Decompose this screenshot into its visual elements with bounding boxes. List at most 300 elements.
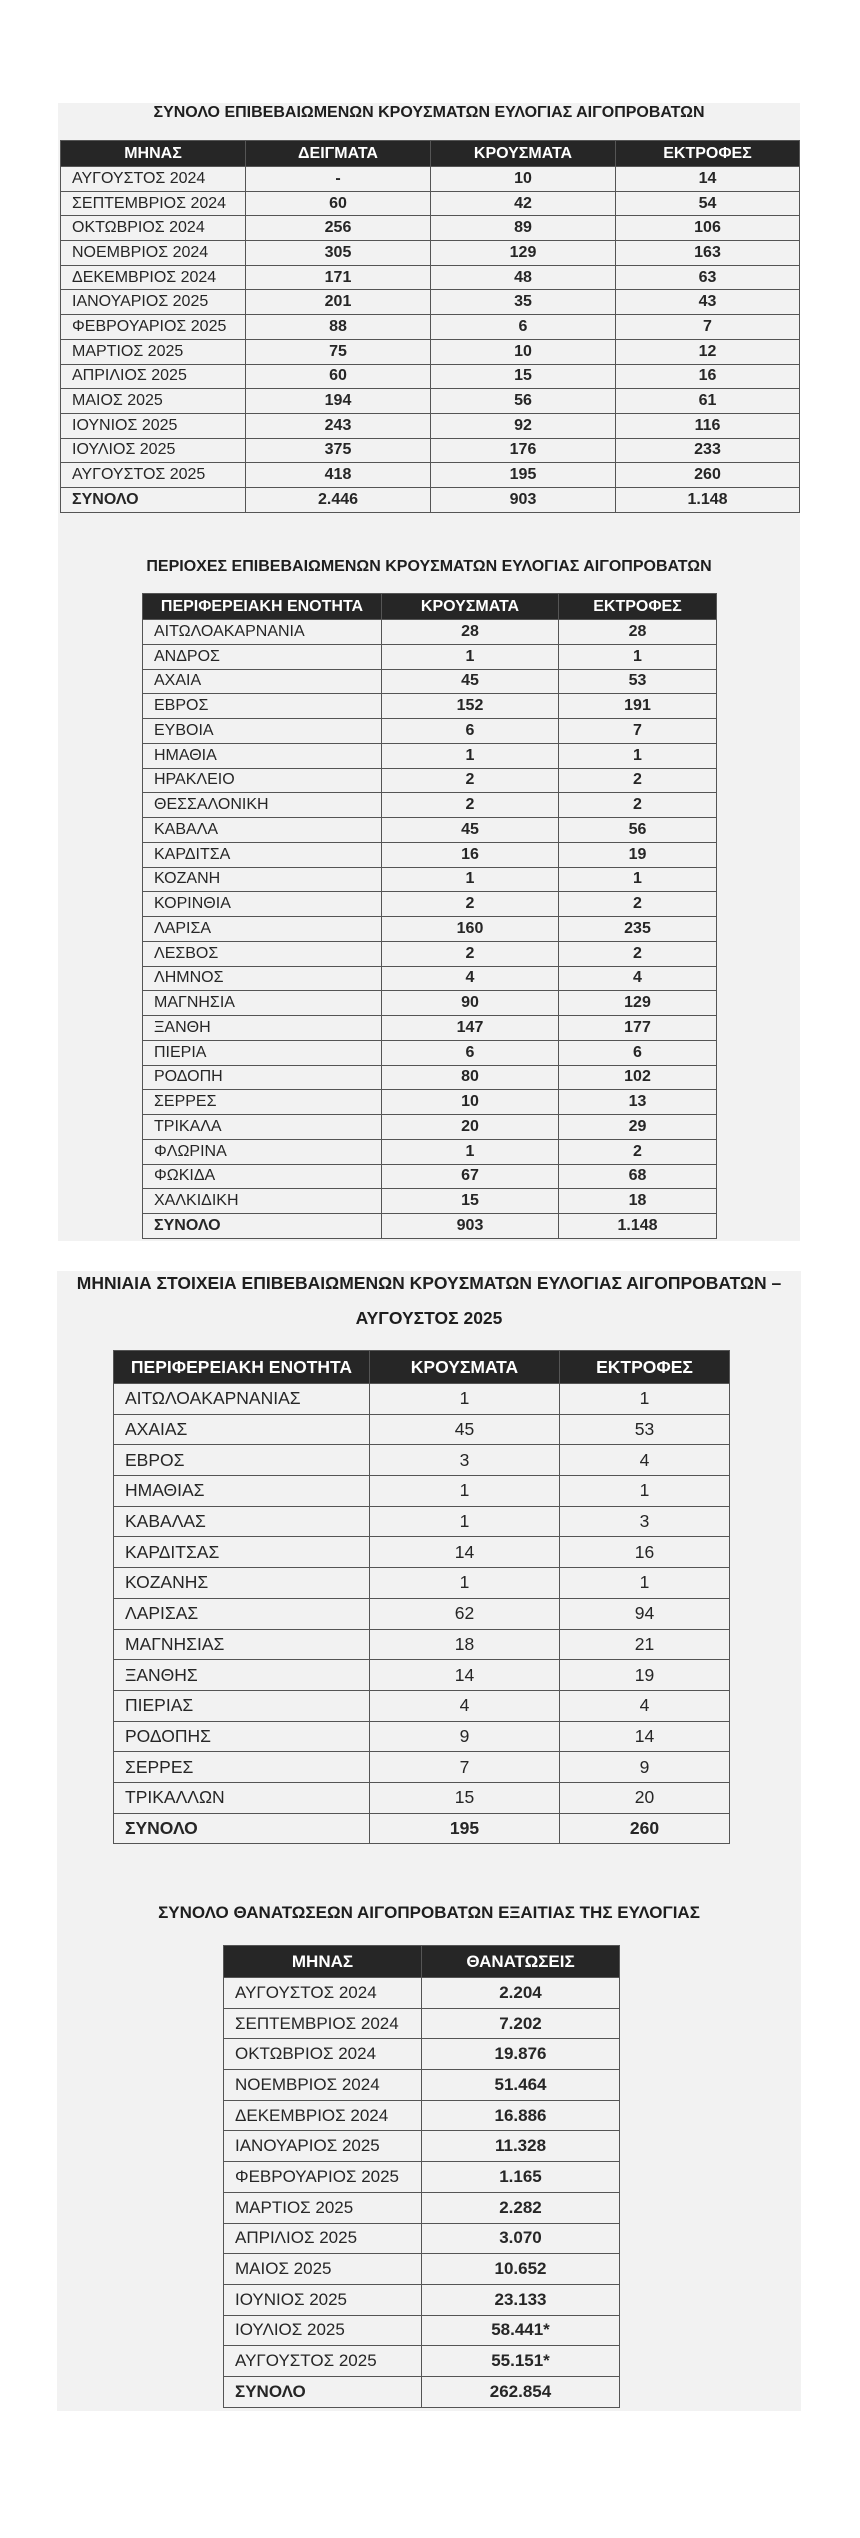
table-row: [224, 2100, 620, 2131]
value-cell: 61: [616, 389, 800, 414]
table-row: [143, 1016, 717, 1041]
table-title-regional-cases: ΠΕΡΙΟΧΕΣ ΕΠΙΒΕΒΑΙΩΜΕΝΩΝ ΚΡΟΥΣΜΑΤΩΝ ΕΥΛΟΓΙΑΣ ΑΙΓΟΠΡΟΒΑΤΩΝ: [146, 558, 712, 575]
table-row: [114, 1384, 730, 1415]
total-value-cell: 2.446: [246, 487, 431, 512]
header-row: [114, 1351, 730, 1384]
table-row: [61, 438, 800, 463]
table-row: [143, 941, 717, 966]
table-row: [61, 290, 800, 315]
column-header: ΚΡΟΥΣΜΑΤΑ: [382, 594, 559, 620]
total-label-cell: ΣΥΝΟΛΟ: [114, 1813, 370, 1844]
value-cell: 15: [382, 1189, 559, 1214]
table-row: [114, 1782, 730, 1813]
table-row: [224, 2254, 620, 2285]
value-cell: 28: [382, 620, 559, 645]
table-row: [143, 719, 717, 744]
value-cell: 67: [382, 1164, 559, 1189]
monthly-culls-table: [223, 1945, 620, 2408]
value-cell: 152: [382, 694, 559, 719]
value-cell: 243: [246, 413, 431, 438]
row-label-cell: ΕΥΒΟΙΑ: [143, 719, 382, 744]
total-row: [224, 2376, 620, 2407]
value-cell: 1: [382, 867, 559, 892]
header-row: [224, 1946, 620, 1978]
row-label-cell: ΙΟΥΛΙΟΣ 2025: [61, 438, 246, 463]
table-row: [143, 1090, 717, 1115]
row-label-cell: ΟΚΤΩΒΡΙΟΣ 2024: [224, 2039, 422, 2070]
column-header: ΘΑΝΑΤΩΣΕΙΣ: [422, 1946, 620, 1978]
table-row: [61, 463, 800, 488]
value-cell: 14: [560, 1721, 730, 1752]
row-label-cell: ΑΠΡΙΛΙΟΣ 2025: [224, 2223, 422, 2254]
table-row: [61, 191, 800, 216]
value-cell: 177: [559, 1016, 717, 1041]
value-cell: 4: [560, 1445, 730, 1476]
value-cell: 14: [370, 1537, 560, 1568]
table-row: [143, 768, 717, 793]
row-label-cell: ΑΥΓΟΥΣΤΟΣ 2024: [61, 167, 246, 192]
table-row: [114, 1506, 730, 1537]
value-cell: 1: [559, 743, 717, 768]
value-cell: 14: [616, 167, 800, 192]
value-cell: 116: [616, 413, 800, 438]
row-label-cell: ΑΧΑΙΑ: [143, 669, 382, 694]
row-label-cell: ΑΙΤΩΛΟΑΚΑΡΝΑΝΙΑΣ: [114, 1384, 370, 1415]
value-cell: 4: [559, 966, 717, 991]
value-cell: 58.441*: [422, 2315, 620, 2346]
value-cell: 19: [559, 842, 717, 867]
value-cell: 14: [370, 1660, 560, 1691]
value-cell: 176: [431, 438, 616, 463]
value-cell: 1.165: [422, 2162, 620, 2193]
row-label-cell: ΠΙΕΡΙΑ: [143, 1040, 382, 1065]
row-label-cell: ΙΟΥΝΙΟΣ 2025: [61, 413, 246, 438]
value-cell: 20: [382, 1115, 559, 1140]
row-label-cell: ΣΕΠΤΕΜΒΡΙΟΣ 2024: [224, 2008, 422, 2039]
value-cell: 63: [616, 265, 800, 290]
row-label-cell: ΝΟΕΜΒΡΙΟΣ 2024: [61, 241, 246, 266]
row-label-cell: ΡΟΔΟΠΗΣ: [114, 1721, 370, 1752]
row-label-cell: ΔΕΚΕΜΒΡΙΟΣ 2024: [61, 265, 246, 290]
value-cell: 7: [559, 719, 717, 744]
table-row: [143, 1164, 717, 1189]
row-label-cell: ΑΝΔΡΟΣ: [143, 644, 382, 669]
value-cell: 1: [560, 1476, 730, 1507]
table-row: [61, 339, 800, 364]
table-row: [224, 2070, 620, 2101]
table-body: [224, 1978, 620, 2408]
value-cell: 75: [246, 339, 431, 364]
row-label-cell: ΤΡΙΚΑΛΛΩΝ: [114, 1782, 370, 1813]
row-label-cell: ΑΥΓΟΥΣΤΟΣ 2024: [224, 1978, 422, 2009]
row-label-cell: ΜΑΡΤΙΟΣ 2025: [61, 339, 246, 364]
table-row: [143, 1065, 717, 1090]
table-row: [61, 265, 800, 290]
row-label-cell: ΡΟΔΟΠΗ: [143, 1065, 382, 1090]
value-cell: 10: [431, 167, 616, 192]
table-row: [224, 2039, 620, 2070]
row-label-cell: ΣΕΠΤΕΜΒΡΙΟΣ 2024: [61, 191, 246, 216]
row-label-cell: ΙΑΝΟΥΑΡΙΟΣ 2025: [61, 290, 246, 315]
value-cell: 3.070: [422, 2223, 620, 2254]
value-cell: 2.282: [422, 2192, 620, 2223]
value-cell: 15: [370, 1782, 560, 1813]
value-cell: 16: [560, 1537, 730, 1568]
value-cell: 89: [431, 216, 616, 241]
row-label-cell: ΦΩΚΙΔΑ: [143, 1164, 382, 1189]
row-label-cell: ΚΑΡΔΙΤΣΑ: [143, 842, 382, 867]
row-label-cell: ΣΕΡΡΕΣ: [143, 1090, 382, 1115]
value-cell: 94: [560, 1598, 730, 1629]
row-label-cell: ΛΑΡΙΣΑΣ: [114, 1598, 370, 1629]
table-header: [143, 594, 717, 620]
value-cell: 10: [431, 339, 616, 364]
value-cell: 129: [559, 991, 717, 1016]
column-header: ΚΡΟΥΣΜΑΤΑ: [370, 1351, 560, 1384]
value-cell: 10: [382, 1090, 559, 1115]
row-label-cell: ΑΧΑΙΑΣ: [114, 1414, 370, 1445]
value-cell: 19.876: [422, 2039, 620, 2070]
value-cell: 2: [559, 1139, 717, 1164]
table-row: [224, 2131, 620, 2162]
row-label-cell: ΣΕΡΡΕΣ: [114, 1752, 370, 1783]
value-cell: 88: [246, 315, 431, 340]
value-cell: 7: [370, 1752, 560, 1783]
table-row: [143, 793, 717, 818]
value-cell: 42: [431, 191, 616, 216]
table-row: [143, 842, 717, 867]
table-header: [224, 1946, 620, 1978]
row-label-cell: ΙΟΥΝΙΟΣ 2025: [224, 2284, 422, 2315]
row-label-cell: ΤΡΙΚΑΛΑ: [143, 1115, 382, 1140]
column-header: ΠΕΡΙΦΕΡΕΙΑΚΗ ΕΝΟΤΗΤΑ: [114, 1351, 370, 1384]
value-cell: 2: [559, 768, 717, 793]
value-cell: 16: [616, 364, 800, 389]
value-cell: 129: [431, 241, 616, 266]
value-cell: 2.204: [422, 1978, 620, 2009]
row-label-cell: ΜΑΙΟΣ 2025: [224, 2254, 422, 2285]
table-row: [224, 2008, 620, 2039]
value-cell: 29: [559, 1115, 717, 1140]
value-cell: 13: [559, 1090, 717, 1115]
column-header: ΔΕΙΓΜΑΤΑ: [246, 141, 431, 167]
row-label-cell: ΧΑΛΚΙΔΙΚΗ: [143, 1189, 382, 1214]
value-cell: 60: [246, 364, 431, 389]
value-cell: 1: [382, 644, 559, 669]
row-label-cell: ΦΕΒΡΟΥΑΡΙΟΣ 2025: [224, 2162, 422, 2193]
value-cell: 53: [560, 1414, 730, 1445]
value-cell: 2: [382, 793, 559, 818]
column-header: ΚΡΟΥΣΜΑΤΑ: [431, 141, 616, 167]
august-2025-regional-table: [113, 1350, 730, 1844]
table-title-august-2025: ΜΗΝΙΑΙΑ ΣΤΟΙΧΕΙΑ ΕΠΙΒΕΒΑΙΩΜΕΝΩΝ ΚΡΟΥΣΜΑΤΩΝ ΕΥΛΟΓΙΑΣ ΑΙΓΟΠΡΟΒΑΤΩΝ – ΑΥΓΟΥΣΤΟΣ 2025: [76, 1273, 782, 1328]
total-value-cell: 262.854: [422, 2376, 620, 2407]
value-cell: 2: [382, 941, 559, 966]
total-label-cell: ΣΥΝΟΛΟ: [61, 487, 246, 512]
value-cell: 7.202: [422, 2008, 620, 2039]
value-cell: 23.133: [422, 2284, 620, 2315]
column-header: ΕΚΤΡΟΦΕΣ: [616, 141, 800, 167]
row-label-cell: ΚΟΖΑΝΗ: [143, 867, 382, 892]
monthly-cases-table: [60, 140, 800, 513]
value-cell: 7: [616, 315, 800, 340]
table-header: [61, 141, 800, 167]
table-row: [114, 1629, 730, 1660]
row-label-cell: ΜΑΙΟΣ 2025: [61, 389, 246, 414]
value-cell: 147: [382, 1016, 559, 1041]
table-row: [114, 1476, 730, 1507]
row-label-cell: ΦΕΒΡΟΥΑΡΙΟΣ 2025: [61, 315, 246, 340]
table-row: [143, 991, 717, 1016]
table-body: [114, 1384, 730, 1844]
row-label-cell: ΔΕΚΕΜΒΡΙΟΣ 2024: [224, 2100, 422, 2131]
value-cell: 2: [559, 892, 717, 917]
value-cell: 191: [559, 694, 717, 719]
value-cell: 80: [382, 1065, 559, 1090]
value-cell: 1: [370, 1476, 560, 1507]
table-row: [143, 669, 717, 694]
table-row: [224, 2192, 620, 2223]
row-label-cell: ΘΕΣΣΑΛΟΝΙΚΗ: [143, 793, 382, 818]
table-header: [114, 1351, 730, 1384]
row-label-cell: ΑΙΤΩΛΟΑΚΑΡΝΑΝΙΑ: [143, 620, 382, 645]
value-cell: 15: [431, 364, 616, 389]
total-value-cell: 1.148: [616, 487, 800, 512]
value-cell: 21: [560, 1629, 730, 1660]
value-cell: 56: [431, 389, 616, 414]
table-row: [224, 2223, 620, 2254]
column-header: ΕΚΤΡΟΦΕΣ: [560, 1351, 730, 1384]
value-cell: 106: [616, 216, 800, 241]
table-row: [143, 1139, 717, 1164]
table-row: [61, 315, 800, 340]
table-row: [143, 644, 717, 669]
value-cell: 6: [431, 315, 616, 340]
header-row: [143, 594, 717, 620]
value-cell: 201: [246, 290, 431, 315]
value-cell: 163: [616, 241, 800, 266]
value-cell: 53: [559, 669, 717, 694]
row-label-cell: ΗΜΑΘΙΑ: [143, 743, 382, 768]
table-row: [224, 2162, 620, 2193]
table-row: [143, 694, 717, 719]
table-title-culls: ΣΥΝΟΛΟ ΘΑΝΑΤΩΣΕΩΝ ΑΙΓΟΠΡΟΒΑΤΩΝ ΕΞΑΙΤΙΑΣ ΤΗΣ ΕΥΛΟΓΙΑΣ: [158, 1903, 700, 1922]
value-cell: 1: [370, 1506, 560, 1537]
row-label-cell: ΛΑΡΙΣΑ: [143, 917, 382, 942]
value-cell: 160: [382, 917, 559, 942]
value-cell: 16.886: [422, 2100, 620, 2131]
total-label-cell: ΣΥΝΟΛΟ: [224, 2376, 422, 2407]
value-cell: 68: [559, 1164, 717, 1189]
row-label-cell: ΗΡΑΚΛΕΙΟ: [143, 768, 382, 793]
total-value-cell: 903: [382, 1214, 559, 1239]
table-row: [114, 1721, 730, 1752]
table-row: [114, 1414, 730, 1445]
table-row: [224, 2284, 620, 2315]
value-cell: 51.464: [422, 2070, 620, 2101]
table-body: [143, 620, 717, 1239]
column-header: ΜΗΝΑΣ: [224, 1946, 422, 1978]
total-row: [114, 1813, 730, 1844]
row-label-cell: ΑΠΡΙΛΙΟΣ 2025: [61, 364, 246, 389]
table-row: [143, 966, 717, 991]
value-cell: 195: [431, 463, 616, 488]
table-row: [61, 413, 800, 438]
table-title-total-cases: ΣΥΝΟΛΟ ΕΠΙΒΕΒΑΙΩΜΕΝΩΝ ΚΡΟΥΣΜΑΤΩΝ ΕΥΛΟΓΙΑΣ ΑΙΓΟΠΡΟΒΑΤΩΝ: [153, 104, 705, 121]
table-row: [61, 216, 800, 241]
row-label-cell: ΟΚΤΩΒΡΙΟΣ 2024: [61, 216, 246, 241]
regional-cases-table: [142, 593, 717, 1239]
value-cell: 45: [370, 1414, 560, 1445]
table-row: [143, 818, 717, 843]
value-cell: 19: [560, 1660, 730, 1691]
table-row: [114, 1537, 730, 1568]
value-cell: 235: [559, 917, 717, 942]
value-cell: 4: [370, 1690, 560, 1721]
value-cell: 2: [382, 892, 559, 917]
value-cell: 1: [559, 644, 717, 669]
value-cell: 1: [382, 1139, 559, 1164]
row-label-cell: ΜΑΓΝΗΣΙΑ: [143, 991, 382, 1016]
value-cell: 194: [246, 389, 431, 414]
total-value-cell: 195: [370, 1813, 560, 1844]
value-cell: 9: [560, 1752, 730, 1783]
row-label-cell: ΙΟΥΛΙΟΣ 2025: [224, 2315, 422, 2346]
value-cell: 45: [382, 818, 559, 843]
value-cell: 20: [560, 1782, 730, 1813]
table-row: [143, 867, 717, 892]
value-cell: 171: [246, 265, 431, 290]
row-label-cell: ΜΑΓΝΗΣΙΑΣ: [114, 1629, 370, 1660]
value-cell: 60: [246, 191, 431, 216]
total-row: [61, 487, 800, 512]
total-value-cell: 260: [560, 1813, 730, 1844]
value-cell: 2: [559, 793, 717, 818]
row-label-cell: ΠΙΕΡΙΑΣ: [114, 1690, 370, 1721]
table-row: [61, 364, 800, 389]
table-row: [143, 620, 717, 645]
value-cell: 4: [382, 966, 559, 991]
table-row: [224, 2346, 620, 2377]
row-label-cell: ΚΑΒΑΛΑ: [143, 818, 382, 843]
table-row: [61, 389, 800, 414]
value-cell: 375: [246, 438, 431, 463]
value-cell: 45: [382, 669, 559, 694]
table-row: [143, 917, 717, 942]
value-cell: 12: [616, 339, 800, 364]
value-cell: 54: [616, 191, 800, 216]
value-cell: 28: [559, 620, 717, 645]
value-cell: 1: [370, 1384, 560, 1415]
row-label-cell: ΕΒΡΟΣ: [114, 1445, 370, 1476]
table-row: [114, 1445, 730, 1476]
value-cell: 43: [616, 290, 800, 315]
value-cell: 90: [382, 991, 559, 1016]
table-row: [143, 1115, 717, 1140]
value-cell: 92: [431, 413, 616, 438]
table-row: [224, 1978, 620, 2009]
table-row: [114, 1752, 730, 1783]
row-label-cell: ΑΥΓΟΥΣΤΟΣ 2025: [61, 463, 246, 488]
row-label-cell: ΕΒΡΟΣ: [143, 694, 382, 719]
table-row: [61, 241, 800, 266]
row-label-cell: ΛΕΣΒΟΣ: [143, 941, 382, 966]
row-label-cell: ΑΥΓΟΥΣΤΟΣ 2025: [224, 2346, 422, 2377]
value-cell: 233: [616, 438, 800, 463]
value-cell: 35: [431, 290, 616, 315]
value-cell: 10.652: [422, 2254, 620, 2285]
table-row: [143, 1189, 717, 1214]
row-label-cell: ΗΜΑΘΙΑΣ: [114, 1476, 370, 1507]
value-cell: 1: [560, 1568, 730, 1599]
value-cell: 4: [560, 1690, 730, 1721]
total-value-cell: 1.148: [559, 1214, 717, 1239]
row-label-cell: ΞΑΝΘΗΣ: [114, 1660, 370, 1691]
value-cell: 305: [246, 241, 431, 266]
row-label-cell: ΦΛΩΡΙΝΑ: [143, 1139, 382, 1164]
table-row: [114, 1598, 730, 1629]
table-row: [61, 167, 800, 192]
table-row: [143, 743, 717, 768]
value-cell: 1: [382, 743, 559, 768]
row-label-cell: ΚΑΒΑΛΑΣ: [114, 1506, 370, 1537]
value-cell: 55.151*: [422, 2346, 620, 2377]
row-label-cell: ΝΟΕΜΒΡΙΟΣ 2024: [224, 2070, 422, 2101]
row-label-cell: ΚΟΖΑΝΗΣ: [114, 1568, 370, 1599]
column-header: ΠΕΡΙΦΕΡΕΙΑΚΗ ΕΝΟΤΗΤΑ: [143, 594, 382, 620]
value-cell: 18: [370, 1629, 560, 1660]
row-label-cell: ΚΑΡΔΙΤΣΑΣ: [114, 1537, 370, 1568]
table-row: [114, 1568, 730, 1599]
value-cell: 1: [560, 1384, 730, 1415]
value-cell: 2: [559, 941, 717, 966]
table-row: [143, 892, 717, 917]
table-row: [114, 1690, 730, 1721]
row-label-cell: ΙΑΝΟΥΑΡΙΟΣ 2025: [224, 2131, 422, 2162]
value-cell: 1: [370, 1568, 560, 1599]
column-header: ΕΚΤΡΟΦΕΣ: [559, 594, 717, 620]
value-cell: 6: [382, 1040, 559, 1065]
value-cell: 3: [560, 1506, 730, 1537]
value-cell: 256: [246, 216, 431, 241]
table-row: [143, 1040, 717, 1065]
table-row: [114, 1660, 730, 1691]
value-cell: 16: [382, 842, 559, 867]
row-label-cell: ΚΟΡΙΝΘΙΑ: [143, 892, 382, 917]
value-cell: 1: [559, 867, 717, 892]
row-label-cell: ΛΗΜΝΟΣ: [143, 966, 382, 991]
value-cell: 48: [431, 265, 616, 290]
header-row: [61, 141, 800, 167]
value-cell: 2: [382, 768, 559, 793]
value-cell: 62: [370, 1598, 560, 1629]
value-cell: 3: [370, 1445, 560, 1476]
value-cell: 260: [616, 463, 800, 488]
value-cell: 6: [559, 1040, 717, 1065]
row-label-cell: ΞΑΝΘΗ: [143, 1016, 382, 1041]
value-cell: 9: [370, 1721, 560, 1752]
total-label-cell: ΣΥΝΟΛΟ: [143, 1214, 382, 1239]
value-cell: 418: [246, 463, 431, 488]
column-header: ΜΗΝΑΣ: [61, 141, 246, 167]
value-cell: 18: [559, 1189, 717, 1214]
value-cell: 56: [559, 818, 717, 843]
row-label-cell: ΜΑΡΤΙΟΣ 2025: [224, 2192, 422, 2223]
value-cell: 102: [559, 1065, 717, 1090]
table-row: [224, 2315, 620, 2346]
value-cell: 11.328: [422, 2131, 620, 2162]
table-body: [61, 167, 800, 513]
